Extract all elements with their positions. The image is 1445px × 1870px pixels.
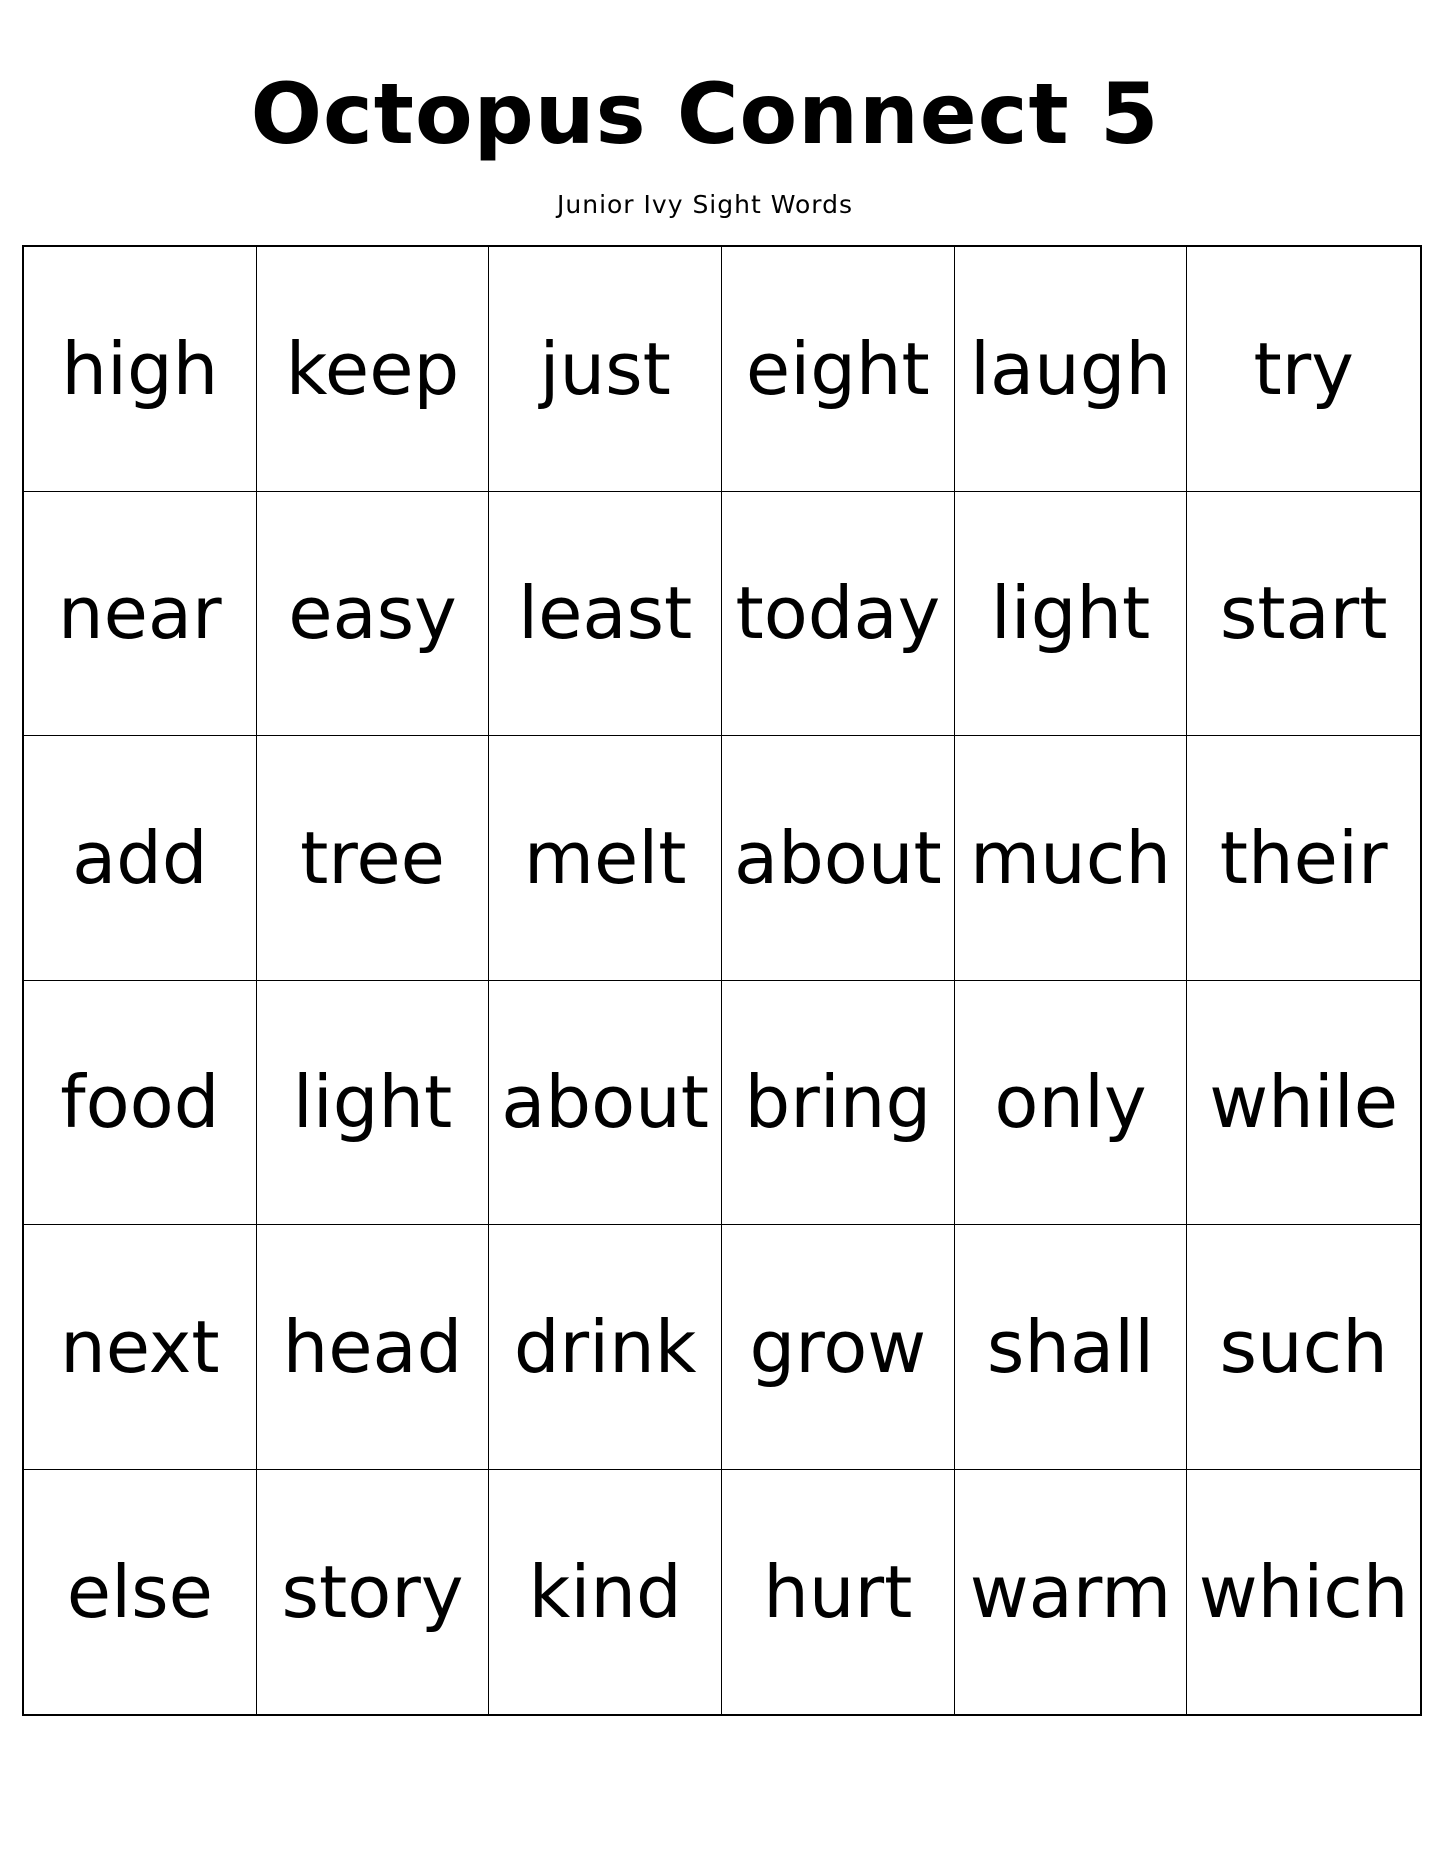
cell-word: next (60, 1304, 220, 1389)
cell-word: try (1253, 326, 1354, 411)
grid-cell[interactable] (955, 247, 1188, 492)
grid-cell[interactable] (489, 1470, 722, 1715)
cell-word: least (518, 571, 693, 656)
cell-word: while (1209, 1060, 1399, 1145)
grid-cell[interactable] (722, 736, 955, 981)
grid-cell[interactable] (722, 1225, 955, 1470)
grid-cell[interactable] (1187, 1470, 1420, 1715)
grid-cell[interactable] (24, 492, 257, 737)
cell-word: keep (285, 326, 460, 411)
cell-word: melt (523, 815, 687, 900)
grid-cell[interactable] (722, 492, 955, 737)
grid-cell[interactable] (1187, 247, 1420, 492)
grid-cell[interactable] (955, 492, 1188, 737)
cell-word: start (1219, 571, 1388, 656)
grid-cell[interactable] (955, 981, 1188, 1226)
grid-cell[interactable] (489, 247, 722, 492)
page-subtitle: Junior Ivy Sight Words (557, 190, 853, 219)
cell-word: else (66, 1549, 213, 1634)
page-title: Octopus Connect 5 (250, 65, 1160, 163)
cell-word: bring (744, 1060, 932, 1145)
cell-word: food (60, 1060, 220, 1145)
grid-cell[interactable] (24, 736, 257, 981)
cell-word: just (539, 326, 671, 411)
cell-word: head (282, 1304, 463, 1389)
cell-word: light (990, 571, 1151, 656)
grid-cell[interactable] (722, 1470, 955, 1715)
cell-word: add (72, 815, 208, 900)
cell-word: easy (288, 571, 457, 656)
grid-cell[interactable] (257, 247, 490, 492)
cell-word: warm (969, 1549, 1172, 1634)
cell-word: laugh (969, 326, 1172, 411)
grid-cell[interactable] (1187, 736, 1420, 981)
grid-cell[interactable] (257, 736, 490, 981)
grid-cell[interactable] (1187, 981, 1420, 1226)
grid-cell[interactable] (722, 247, 955, 492)
cell-word: today (735, 571, 941, 656)
word-grid (22, 245, 1422, 1716)
cell-word: which (1198, 1549, 1409, 1634)
cell-word: kind (528, 1549, 682, 1634)
cell-word: such (1219, 1304, 1388, 1389)
grid-cell[interactable] (257, 1470, 490, 1715)
grid-cell[interactable] (489, 981, 722, 1226)
grid-cell[interactable] (257, 1225, 490, 1470)
cell-word: light (292, 1060, 453, 1145)
grid-cell[interactable] (955, 1470, 1188, 1715)
grid-cell[interactable] (24, 981, 257, 1226)
grid-cell[interactable] (955, 736, 1188, 981)
cell-word: about (501, 1060, 710, 1145)
cell-word: drink (513, 1304, 697, 1389)
cell-word: eight (745, 326, 930, 411)
cell-word: their (1219, 815, 1388, 900)
grid-cell[interactable] (955, 1225, 1188, 1470)
grid-cell[interactable] (1187, 492, 1420, 737)
cell-word: high (61, 326, 219, 411)
grid-cell[interactable] (489, 1225, 722, 1470)
cell-word: tree (300, 815, 445, 900)
cell-word: only (994, 1060, 1147, 1145)
cell-word: about (733, 815, 942, 900)
grid-cell[interactable] (722, 981, 955, 1226)
grid-cell[interactable] (1187, 1225, 1420, 1470)
cell-word: grow (749, 1304, 927, 1389)
grid-cell[interactable] (24, 1225, 257, 1470)
grid-cell[interactable] (257, 492, 490, 737)
cell-word: hurt (763, 1549, 913, 1634)
cell-word: story (281, 1549, 464, 1634)
cell-word: much (969, 815, 1171, 900)
grid-cell[interactable] (24, 1470, 257, 1715)
cell-word: shall (986, 1304, 1155, 1389)
grid-cell[interactable] (257, 981, 490, 1226)
cell-word: near (58, 571, 222, 656)
grid-cell[interactable] (489, 492, 722, 737)
grid-cell[interactable] (489, 736, 722, 981)
grid-cell[interactable] (24, 247, 257, 492)
